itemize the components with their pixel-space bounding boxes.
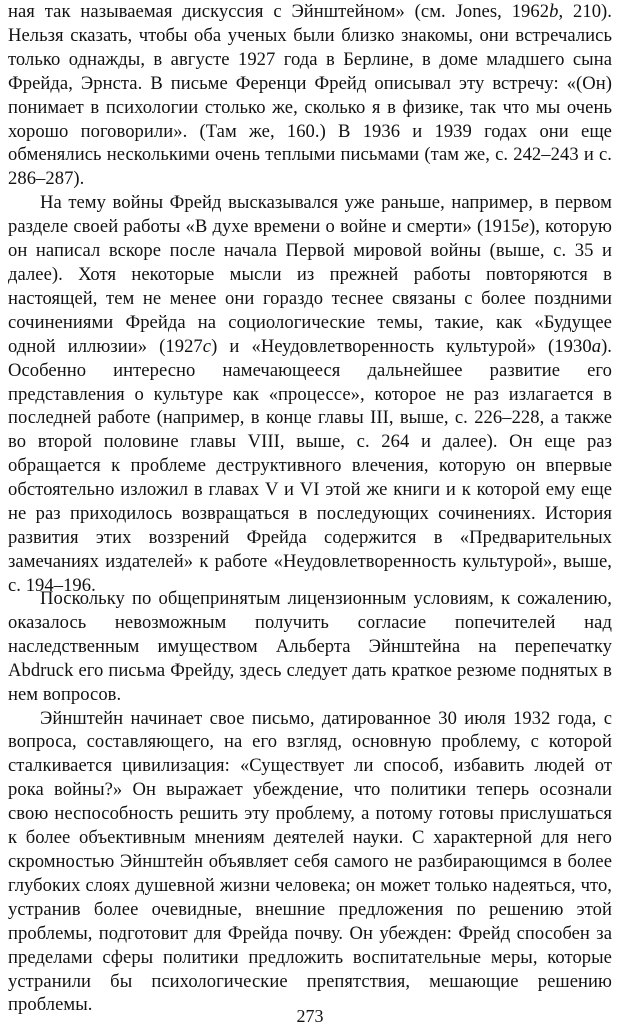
text-run-italic: a <box>591 335 602 357</box>
paragraph-license-note <box>8 587 612 707</box>
text-run: Эйнштейн начинает свое письмо, датированное 30 июля 1932 года, с вопроса, составляющего, на его взгляд, основную проблему, с которой сталкивается цивилизация: «Существует ли способ, избавить людей от рока войны?» Он выражает убеждение, что политики теперь осознали свою неспособность решить эту проблему, а потому готовы прислушаться к более объективным мнениям деятелей науки. С характерной для него скромностью Эйнштейн объявляет себя самого не разбирающимся в более глубоких слоях душевной жизни человека; он может только надеяться, что, устранив более очевидные, внешние предложения по решению этой проблемы, подготовит для Фрейда почву. Он убежден: Фрейд способен за пределами сферы политики предложить воспитательные меры, которые устранили бы психологические препятствия, мешающие решению проблемы. <box>8 707 612 1016</box>
text-run: , 210). Нельзя сказать, чтобы оба ученых были близко знакомы, они встречались только однажды, в августе 1927 года в Берлине, в доме младшего сына Фрейда, Эрнста. В письме Ференци Фрейд описывал эту встречу: «(Он) понимает в психологии столько же, сколько я в физике, так что мы очень хорошо поговорили». (Там же, 160.) В 1936 и 1939 годах они еще обменялись несколькими очень теплыми письмами (там же, с. 242–243 и с. 286–287). <box>8 1 612 190</box>
paragraph-einstein-meeting <box>8 0 612 191</box>
text-run: ), которую он написал вскоре после начала Первой мировой войны (выше, с. 35 и далее). Хотя некоторые мысли из прежней работы повторяются в настоящей, тем не менее они гораздо теснее связаны с более поздними сочинениями Фрейда на социологические темы, такие, как «Будущее одной иллюзии» (1927 <box>8 216 612 357</box>
text-run-italic: c <box>202 335 212 357</box>
text-run-italic: b <box>549 1 559 22</box>
text-run: ная так называемая дискуссия с Эйнштейном» (см. Jones, 1962 <box>8 1 550 22</box>
text-run: ). Особенно интересно намечающееся дальнейшее развитие его представления о культуре как «процессе», которое не раз излагается в последней работе (например, в конце главы III, выше, с. 226–228, а также во второй половине главы VIII, выше, с. 264 и далее). Он еще раз обращается к проблеме деструктивного влечения, которую он впервые обстоятельно изложил в главах V и VI этой же книги и к которой ему еще не раз приходилось возвращаться в последующих сочинениях. История развития этих воззрений Фрейда содержится в «Предварительных замечаниях издателей» к работе «Неудовлетворенность культурой», выше, с. 194–196. <box>8 335 613 596</box>
page-number: 273 <box>296 1006 324 1026</box>
text-run-italic: e <box>520 216 529 238</box>
paragraph-war-topic <box>8 191 612 597</box>
text-run: На тему войны Фрейд высказывался уже раньше, например, в первом разделе своей работы «В духе времени о войне и смерти» (1915 <box>8 192 612 238</box>
paragraph-einstein-letter <box>8 707 612 1018</box>
text-block-upper <box>8 0 612 598</box>
text-block-lower <box>8 587 612 1017</box>
text-run: ) и «Неудовлетворенность культурой» (1930 <box>211 335 592 357</box>
text-run: Поскольку по общепринятым лицензионным условиям, к сожалению, оказалось невозможным получить согласие попечителей над наследственным имуществом Альберта Эйнштейна на перепечатку Abdruck его письма Фрейду, здесь следует дать краткое резюме поднятых в нем вопросов. <box>8 588 612 705</box>
